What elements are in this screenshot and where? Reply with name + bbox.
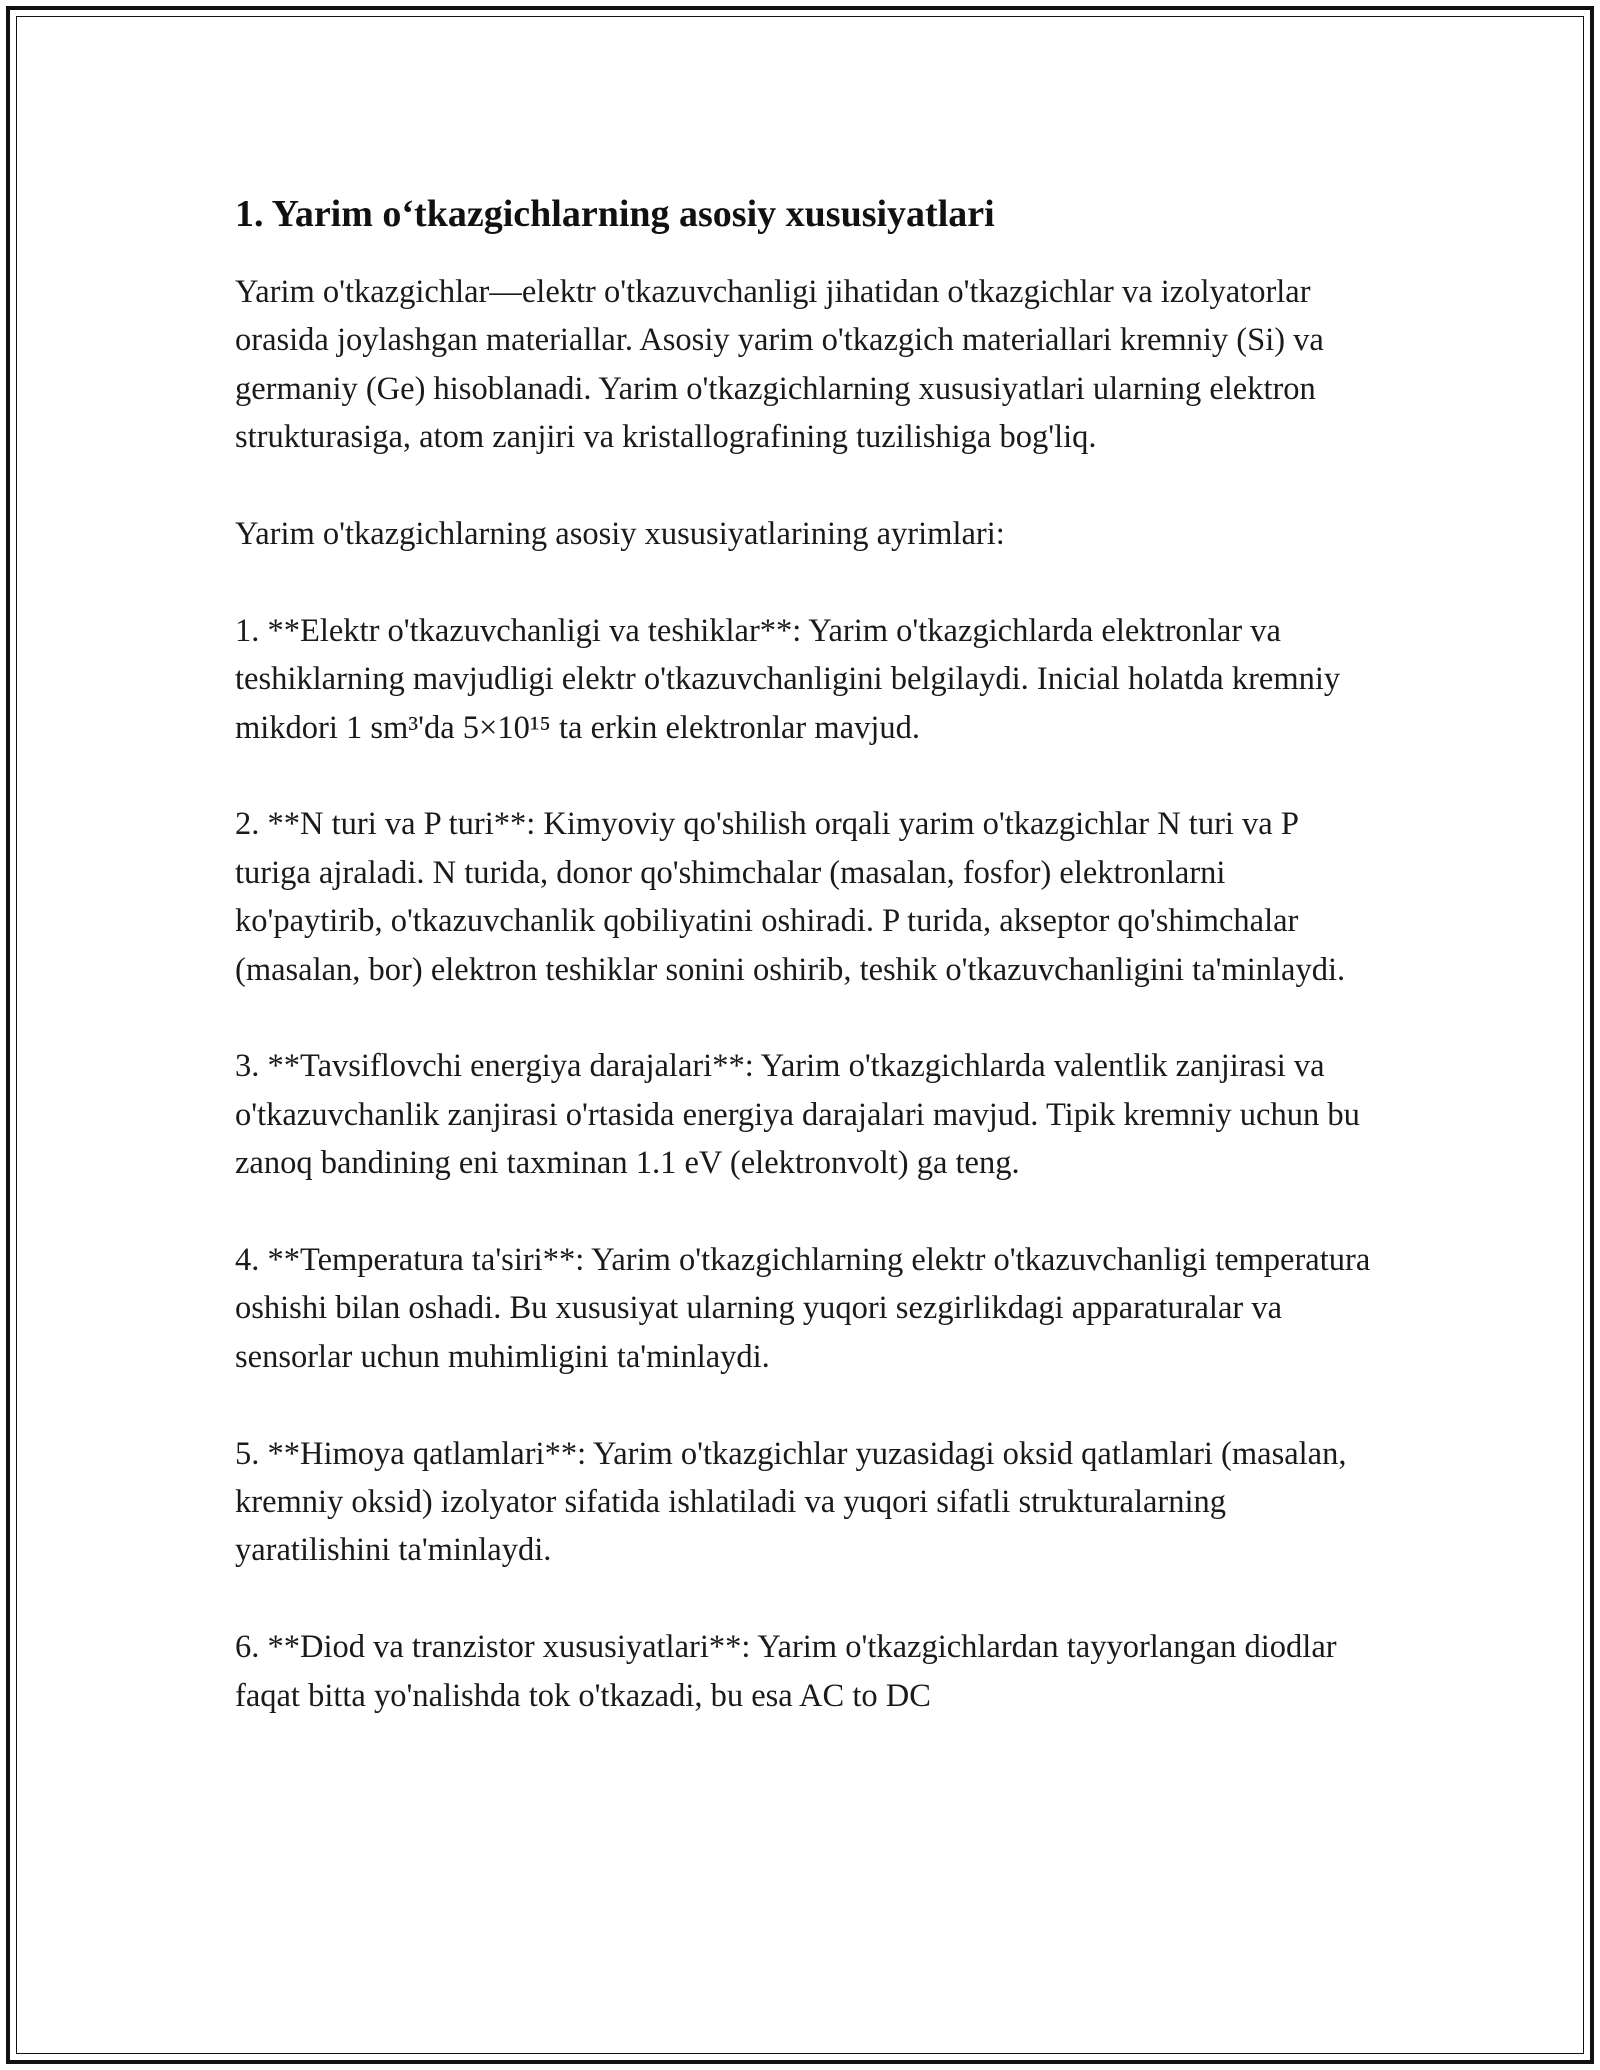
- list-item-4: 4. **Temperatura ta'siri**: Yarim o'tkazgichlarning elektr o'tkazuvchanligi temperatura oshishi bilan oshadi. Bu xususiyat ularning yuqori sezgirlikdagi apparaturalar va sensorlar uchun muhimligini ta'minlaydi.: [235, 1242, 1371, 1375]
- document-body: [235, 186, 1375, 1768]
- list-item-5: 5. **Himoya qatlamlari**: Yarim o'tkazgichlar yuzasidagi oksid qatlamlari (masalan, kremniy oksid) izolyator sifatida ishlatiladi va yuqori sifatli strukturalarning yaratilishini ta'minlaydi.: [235, 1435, 1347, 1569]
- list-item-2: 2. **N turi va P turi**: Kimyoviy qo'shilish orqali yarim o'tkazgichlar N turi va P turiga ajraladi. N turida, donor qo'shimchalar (masalan, fosfor) elektronlarni ko'paytirib, o'tkazuvchanlik qobiliyatini oshiradi. P turida, akseptor qo'shimchalar (masalan, bor) elektron teshiklar sonini oshirib, teshik o'tkazuvchanligini ta'minlaydi.: [235, 806, 1346, 988]
- list-item-6: 6. **Diod va tranzistor xususiyatlari**: Yarim o'tkazgichlardan tayyorlangan diodlar faqat bitta yo'nalishda tok o'tkazadi, bu esa AC to DC: [235, 1629, 1337, 1714]
- list-item-1: 1. **Elektr o'tkazuvchanligi va teshiklar**: Yarim o'tkazgichlarda elektronlar va teshiklarning mavjudligi elektr o'tkazuvchanligini belgilaydi. Inicial holatda kremniy mikdori 1 sm³'da 5×10¹⁵ ta erkin elektronlar mavjud.: [235, 612, 1341, 746]
- list-item-3: 3. **Tavsiflovchi energiya darajalari**: Yarim o'tkazgichlarda valentlik zanjirasi va o'tkazuvchanlik zanjirasi o'rtasida energiya darajalari mavjud. Tipik kremniy uchun bu zanoq bandining eni taxminan 1.1 eV (elektronvolt) ga teng.: [235, 1048, 1360, 1182]
- list-intro-paragraph: Yarim o'tkazgichlarning asosiy xususiyatlarining ayrimlari:: [235, 516, 1005, 553]
- intro-paragraph: Yarim o'tkazgichlar—elektr o'tkazuvchanligi jihatidan o'tkazgichlar va izolyatorlar orasida joylashgan materiallar. Asosiy yarim o'tkazgich materiallari kremniy (Si) va germaniy (Ge) hisoblanadi. Yarim o'tkazgichlarning xususiyatlari ularning elektron strukturasiga, atom zanjiri va kristallografining tuzilishiga bog'liq.: [235, 274, 1324, 456]
- section-heading: 1. Yarim o‘tkazgichlarning asosiy xususiyatlari: [235, 193, 995, 235]
